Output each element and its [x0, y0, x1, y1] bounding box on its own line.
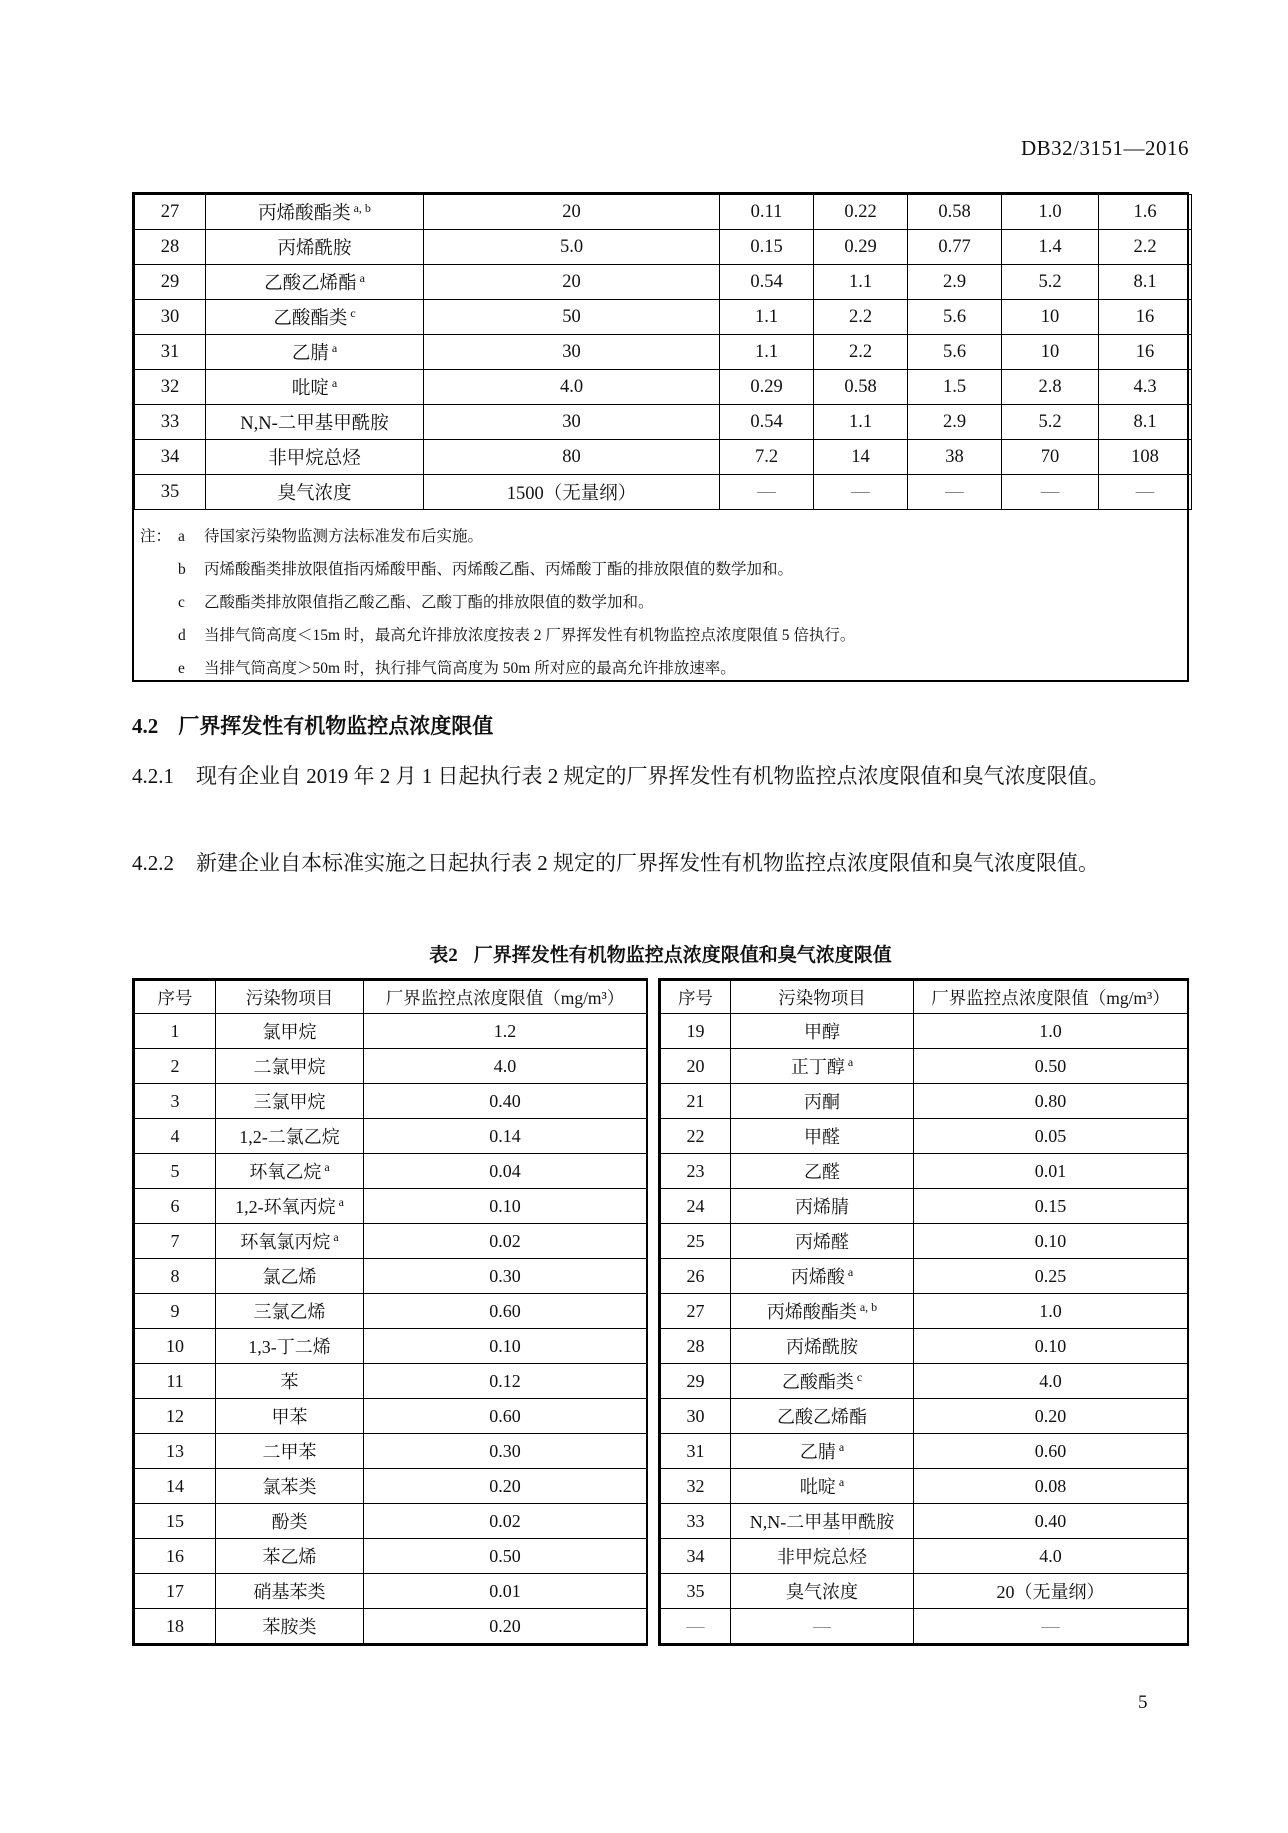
emission-table-cell: 28	[135, 230, 206, 265]
boundary-table-cell: 22	[661, 1119, 731, 1154]
table-row	[135, 1049, 647, 1084]
boundary-table-cell: 4.0	[364, 1049, 647, 1084]
boundary-table-cell: 氯甲烷	[216, 1014, 364, 1049]
boundary-table-cell: 甲醛	[731, 1119, 914, 1154]
emission-table-cell: 30	[424, 335, 720, 370]
emission-table-cell: 0.15	[720, 230, 814, 265]
boundary-table-cell: 0.01	[364, 1574, 647, 1609]
boundary-table-right	[658, 978, 1189, 1646]
note-key: e	[178, 660, 185, 677]
boundary-table-cell: 1.0	[914, 1014, 1188, 1049]
table-row	[661, 1329, 1188, 1364]
column-header: 厂界监控点浓度限值（mg/m³）	[364, 981, 647, 1014]
boundary-table-cell: 0.10	[364, 1189, 647, 1224]
table-row	[135, 1259, 647, 1294]
note-text: 丙烯酸酯类排放限值指丙烯酸甲酯、丙烯酸乙酯、丙烯酸丁酯的排放限值的数学加和。	[204, 561, 794, 578]
boundary-table-cell: 0.60	[364, 1294, 647, 1329]
boundary-table-cell: 乙酸酯类 $^c$	[731, 1364, 914, 1399]
boundary-table-cell: 0.20	[364, 1469, 647, 1504]
table-row	[661, 1574, 1188, 1609]
boundary-table-cell: 35	[661, 1574, 731, 1609]
table2-title: 厂界挥发性有机物监控点浓度限值和臭气浓度限值	[473, 945, 892, 966]
boundary-table-cell: 26	[661, 1259, 731, 1294]
emission-table-cell: 108	[1099, 440, 1192, 475]
boundary-table-cell: 1.2	[364, 1014, 647, 1049]
boundary-table-cell: 16	[135, 1539, 216, 1574]
emission-table-cell: 80	[424, 440, 720, 475]
boundary-table-cell: 0.15	[914, 1189, 1188, 1224]
emission-table-cell: 非甲烷总烃	[206, 440, 424, 475]
boundary-table-cell: 0.12	[364, 1364, 647, 1399]
boundary-table-cell: 丙烯酸 $^a$	[731, 1259, 914, 1294]
boundary-table-cell: 酚类	[216, 1504, 364, 1539]
table-row	[135, 1119, 647, 1154]
emission-table-cell: 34	[135, 440, 206, 475]
table-row	[661, 1504, 1188, 1539]
table-row	[135, 475, 1192, 510]
emission-table-cell: 16	[1099, 335, 1192, 370]
table-row	[135, 1294, 647, 1329]
boundary-table-cell: 丙酮	[731, 1084, 914, 1119]
emission-table-cell: 31	[135, 335, 206, 370]
paragraph-number: 4.2.1	[132, 764, 174, 788]
boundary-table-cell: 0.05	[914, 1119, 1188, 1154]
table-row	[135, 265, 1192, 300]
emission-table-cell: 1.4	[1002, 230, 1099, 265]
page-number: 5	[1138, 1692, 1148, 1713]
table-row	[135, 1539, 647, 1574]
boundary-table-cell: 非甲烷总烃	[731, 1539, 914, 1574]
emission-table-cell: 5.6	[908, 335, 1002, 370]
emission-table-cell: 70	[1002, 440, 1099, 475]
emission-table-cell: 2.8	[1002, 370, 1099, 405]
boundary-table-cell: 臭气浓度	[731, 1574, 914, 1609]
column-header: 污染物项目	[731, 981, 914, 1014]
note-text: 当排气筒高度＜15m 时，最高允许排放浓度按表 2 厂界挥发性有机物监控点浓度限值 5 倍执行。	[204, 627, 856, 644]
emission-table-cell: 1.1	[814, 265, 908, 300]
emission-table-cell: N,N-二甲基甲酰胺	[206, 405, 424, 440]
boundary-table-cell: 13	[135, 1434, 216, 1469]
table-row	[135, 300, 1192, 335]
table-row	[135, 370, 1192, 405]
emission-table-cell: 1.0	[1002, 195, 1099, 230]
table-row	[661, 1119, 1188, 1154]
emission-table-cell: 0.11	[720, 195, 814, 230]
table-row	[135, 1399, 647, 1434]
note-key: c	[178, 594, 185, 611]
boundary-table-cell: 3	[135, 1084, 216, 1119]
table-row	[661, 1434, 1188, 1469]
emission-table-cell: 0.77	[908, 230, 1002, 265]
note-text: 乙酸酯类排放限值指乙酸乙酯、乙酸丁酯的排放限值的数学加和。	[204, 594, 654, 611]
emission-table-cell: 30	[135, 300, 206, 335]
note-key: a	[178, 528, 185, 545]
boundary-table-cell: 丙烯腈	[731, 1189, 914, 1224]
boundary-table-cell: 0.60	[914, 1434, 1188, 1469]
boundary-table-cell: 二氯甲烷	[216, 1049, 364, 1084]
emission-table-cell: 50	[424, 300, 720, 335]
table-row	[135, 1014, 647, 1049]
section-title: 厂界挥发性有机物监控点浓度限值	[178, 714, 494, 738]
table-row	[135, 1504, 647, 1539]
table-row	[661, 1084, 1188, 1119]
emission-table-cell: 1.5	[908, 370, 1002, 405]
emission-table-cell: 0.54	[720, 265, 814, 300]
boundary-table-cell: 33	[661, 1504, 731, 1539]
table2-caption	[132, 940, 1189, 967]
boundary-table-cell: 17	[135, 1574, 216, 1609]
paragraph-number: 4.2.2	[132, 851, 174, 875]
boundary-table-cell: 0.50	[914, 1049, 1188, 1084]
emission-table-cell: —	[908, 475, 1002, 510]
column-header: 厂界监控点浓度限值（mg/m³）	[914, 981, 1188, 1014]
table-row	[135, 230, 1192, 265]
table-row	[661, 1154, 1188, 1189]
column-header: 序号	[135, 981, 216, 1014]
note-text: 待国家污染物监测方法标准发布后实施。	[204, 528, 484, 545]
emission-table-cell: 吡啶 $^a$	[206, 370, 424, 405]
paragraph-421	[132, 760, 1189, 793]
boundary-table-cell: 氯苯类	[216, 1469, 364, 1504]
note-prefix: 注：	[140, 528, 172, 545]
emission-table-cell: —	[814, 475, 908, 510]
boundary-table-cell: 20（无量纲）	[914, 1574, 1188, 1609]
table-notes	[134, 510, 1187, 680]
boundary-table-cell: 1.0	[914, 1294, 1188, 1329]
table-row	[135, 1364, 647, 1399]
table-row	[135, 1189, 647, 1224]
boundary-table-cell: 0.01	[914, 1154, 1188, 1189]
boundary-table-cell: 4.0	[914, 1364, 1188, 1399]
boundary-table-cell: 甲醇	[731, 1014, 914, 1049]
boundary-table-left	[132, 978, 648, 1646]
boundary-table-cell: 苯乙烯	[216, 1539, 364, 1574]
emission-table-cell: 2.9	[908, 405, 1002, 440]
table-row	[661, 1014, 1188, 1049]
paragraph-text: 新建企业自本标准实施之日起执行表 2 规定的厂界挥发性有机物监控点浓度限值和臭气浓度限值。	[196, 851, 1099, 875]
note-key: d	[178, 627, 186, 644]
boundary-table-cell: 1,3-丁二烯	[216, 1329, 364, 1364]
boundary-table-cell: —	[731, 1609, 914, 1644]
boundary-limit-table	[132, 978, 1189, 1646]
emission-table-cell: 1.1	[720, 335, 814, 370]
table-row	[135, 1329, 647, 1364]
boundary-table-cell: 1	[135, 1014, 216, 1049]
emission-table-cell: 8.1	[1099, 265, 1192, 300]
emission-table-cell: 33	[135, 405, 206, 440]
emission-table-cell: 丙烯酸酯类 $^{a, b}$	[206, 195, 424, 230]
emission-table-cell: 7.2	[720, 440, 814, 475]
table-row	[135, 1084, 647, 1119]
note-text: 当排气筒高度＞50m 时，执行排气筒高度为 50m 所对应的最高允许排放速率。	[204, 660, 736, 677]
table-row	[661, 1609, 1188, 1644]
table2-label: 表2	[429, 945, 458, 966]
boundary-table-cell: 27	[661, 1294, 731, 1329]
boundary-table-cell: 环氧乙烷 $^a$	[216, 1154, 364, 1189]
emission-table-cell: —	[1002, 475, 1099, 510]
boundary-table-cell: 0.10	[914, 1224, 1188, 1259]
table-row	[661, 1469, 1188, 1504]
table-row	[135, 1574, 647, 1609]
column-header: 序号	[661, 981, 731, 1014]
emission-table-cell: 1500（无量纲）	[424, 475, 720, 510]
emission-table-cell: 1.6	[1099, 195, 1192, 230]
emission-table-cell: 0.29	[720, 370, 814, 405]
emission-table-cell: 10	[1002, 300, 1099, 335]
boundary-table-cell: 0.40	[914, 1504, 1188, 1539]
boundary-table-cell: 20	[661, 1049, 731, 1084]
note-key: b	[178, 561, 186, 578]
table-row	[661, 1049, 1188, 1084]
boundary-table-cell: 0.08	[914, 1469, 1188, 1504]
table-row	[661, 1294, 1188, 1329]
boundary-table-cell: 乙腈 $^a$	[731, 1434, 914, 1469]
boundary-table-cell: 28	[661, 1329, 731, 1364]
boundary-table-cell: 8	[135, 1259, 216, 1294]
table-row	[135, 1469, 647, 1504]
boundary-table-cell: 环氧氯丙烷 $^a$	[216, 1224, 364, 1259]
boundary-table-cell: 1,2-环氧丙烷 $^a$	[216, 1189, 364, 1224]
boundary-table-cell: 苯胺类	[216, 1609, 364, 1644]
table-row	[661, 1364, 1188, 1399]
emission-table-cell: 5.2	[1002, 405, 1099, 440]
emission-table-cell: 1.1	[720, 300, 814, 335]
emission-table-cell: 0.22	[814, 195, 908, 230]
boundary-table-cell: 正丁醇 $^a$	[731, 1049, 914, 1084]
emission-table-cell: —	[1099, 475, 1192, 510]
note-line	[140, 586, 1179, 619]
emission-table-cell: 30	[424, 405, 720, 440]
boundary-table-cell: 19	[661, 1014, 731, 1049]
boundary-table-cell: —	[914, 1609, 1188, 1644]
emission-table-cell: 38	[908, 440, 1002, 475]
boundary-table-cell: 24	[661, 1189, 731, 1224]
boundary-table-cell: 硝基苯类	[216, 1574, 364, 1609]
boundary-table-cell: 0.30	[364, 1259, 647, 1294]
emission-table-cell: 32	[135, 370, 206, 405]
emission-table-cell: 臭气浓度	[206, 475, 424, 510]
emission-table-cell: 5.2	[1002, 265, 1099, 300]
boundary-table-cell: 丙烯酸酯类 $^{a, b}$	[731, 1294, 914, 1329]
boundary-table-cell: N,N-二甲基甲酰胺	[731, 1504, 914, 1539]
boundary-table-cell: 0.40	[364, 1084, 647, 1119]
note-line	[140, 619, 1179, 652]
boundary-table-cell: 11	[135, 1364, 216, 1399]
emission-limit-table	[134, 194, 1192, 510]
emission-table-cell: 8.1	[1099, 405, 1192, 440]
boundary-table-cell: 18	[135, 1609, 216, 1644]
table-row	[661, 1539, 1188, 1574]
boundary-table-cell: 三氯甲烷	[216, 1084, 364, 1119]
boundary-table-cell: 0.50	[364, 1539, 647, 1574]
emission-table-cell: 2.2	[814, 300, 908, 335]
boundary-table-cell: 0.02	[364, 1224, 647, 1259]
section-number: 4.2	[132, 714, 159, 738]
emission-table-cell: 0.58	[908, 195, 1002, 230]
boundary-table-cell: 32	[661, 1469, 731, 1504]
boundary-table-cell: 5	[135, 1154, 216, 1189]
emission-table-cell: 35	[135, 475, 206, 510]
paragraph-422	[132, 847, 1189, 880]
emission-table-cell: 14	[814, 440, 908, 475]
emission-table-cell: 20	[424, 195, 720, 230]
boundary-table-cell: 34	[661, 1539, 731, 1574]
emission-table-cell: 16	[1099, 300, 1192, 335]
boundary-table-cell: 0.04	[364, 1154, 647, 1189]
note-line	[140, 652, 1179, 685]
emission-table-cell: 5.0	[424, 230, 720, 265]
boundary-table-cell: 吡啶 $^a$	[731, 1469, 914, 1504]
boundary-table-cell: 乙醛	[731, 1154, 914, 1189]
boundary-table-cell: 15	[135, 1504, 216, 1539]
boundary-table-cell: 4.0	[914, 1539, 1188, 1574]
emission-table-cell: 27	[135, 195, 206, 230]
boundary-table-cell: 0.80	[914, 1084, 1188, 1119]
note-line	[140, 553, 1179, 586]
boundary-table-cell: 0.10	[914, 1329, 1188, 1364]
boundary-table-cell: 1,2-二氯乙烷	[216, 1119, 364, 1154]
emission-table-cell: 4.3	[1099, 370, 1192, 405]
table-row	[135, 1154, 647, 1189]
boundary-table-cell: 6	[135, 1189, 216, 1224]
boundary-table-cell: 二甲苯	[216, 1434, 364, 1469]
emission-table-cell: 2.2	[814, 335, 908, 370]
boundary-table-cell: 0.60	[364, 1399, 647, 1434]
boundary-table-cell: 丙烯酰胺	[731, 1329, 914, 1364]
boundary-table-cell: 23	[661, 1154, 731, 1189]
emission-table-cell: 29	[135, 265, 206, 300]
table-row	[135, 1609, 647, 1644]
emission-table-cell: 4.0	[424, 370, 720, 405]
note-line	[140, 520, 1179, 553]
boundary-table-cell: 乙酸乙烯酯	[731, 1399, 914, 1434]
section-heading	[132, 710, 1189, 740]
table-row	[135, 335, 1192, 370]
emission-table-cell: 2.2	[1099, 230, 1192, 265]
column-header: 污染物项目	[216, 981, 364, 1014]
emission-limit-table-frame	[132, 192, 1189, 682]
emission-table-cell: 乙酸乙烯酯 $^a$	[206, 265, 424, 300]
emission-table-cell: 0.58	[814, 370, 908, 405]
boundary-table-cell: 三氯乙烯	[216, 1294, 364, 1329]
boundary-table-cell: 4	[135, 1119, 216, 1154]
emission-table-cell: —	[720, 475, 814, 510]
boundary-table-cell: 10	[135, 1329, 216, 1364]
table-row	[661, 1399, 1188, 1434]
table-row	[661, 1189, 1188, 1224]
table-row	[661, 1224, 1188, 1259]
emission-table-cell: 丙烯酰胺	[206, 230, 424, 265]
boundary-table-cell: 氯乙烯	[216, 1259, 364, 1294]
boundary-table-cell: 30	[661, 1399, 731, 1434]
table-row	[135, 440, 1192, 475]
boundary-table-cell: 丙烯醛	[731, 1224, 914, 1259]
boundary-table-cell: 9	[135, 1294, 216, 1329]
table-row	[135, 405, 1192, 440]
boundary-table-cell: 7	[135, 1224, 216, 1259]
boundary-table-cell: 21	[661, 1084, 731, 1119]
boundary-table-cell: 31	[661, 1434, 731, 1469]
table-row	[135, 1224, 647, 1259]
emission-table-cell: 乙腈 $^a$	[206, 335, 424, 370]
emission-table-cell: 10	[1002, 335, 1099, 370]
table-row	[135, 1434, 647, 1469]
emission-table-cell: 2.9	[908, 265, 1002, 300]
boundary-table-cell: —	[661, 1609, 731, 1644]
doc-code: DB32/3151—2016	[1020, 136, 1189, 160]
boundary-table-cell: 0.10	[364, 1329, 647, 1364]
emission-table-cell: 1.1	[814, 405, 908, 440]
emission-table-cell: 0.54	[720, 405, 814, 440]
boundary-table-cell: 0.30	[364, 1434, 647, 1469]
boundary-table-cell: 苯	[216, 1364, 364, 1399]
boundary-table-cell: 25	[661, 1224, 731, 1259]
table-row	[661, 1259, 1188, 1294]
boundary-table-cell: 0.20	[914, 1399, 1188, 1434]
table-row	[135, 195, 1192, 230]
emission-table-cell: 乙酸酯类 $^c$	[206, 300, 424, 335]
boundary-table-cell: 14	[135, 1469, 216, 1504]
boundary-table-cell: 0.02	[364, 1504, 647, 1539]
boundary-table-cell: 2	[135, 1049, 216, 1084]
boundary-table-cell: 29	[661, 1364, 731, 1399]
emission-table-cell: 20	[424, 265, 720, 300]
boundary-table-cell: 12	[135, 1399, 216, 1434]
boundary-table-cell: 0.20	[364, 1609, 647, 1644]
emission-table-cell: 0.29	[814, 230, 908, 265]
emission-table-cell: 5.6	[908, 300, 1002, 335]
boundary-table-cell: 0.14	[364, 1119, 647, 1154]
boundary-table-cell: 0.25	[914, 1259, 1188, 1294]
paragraph-text: 现有企业自 2019 年 2 月 1 日起执行表 2 规定的厂界挥发性有机物监控点浓度限值和臭气浓度限值。	[196, 764, 1110, 788]
boundary-table-cell: 甲苯	[216, 1399, 364, 1434]
